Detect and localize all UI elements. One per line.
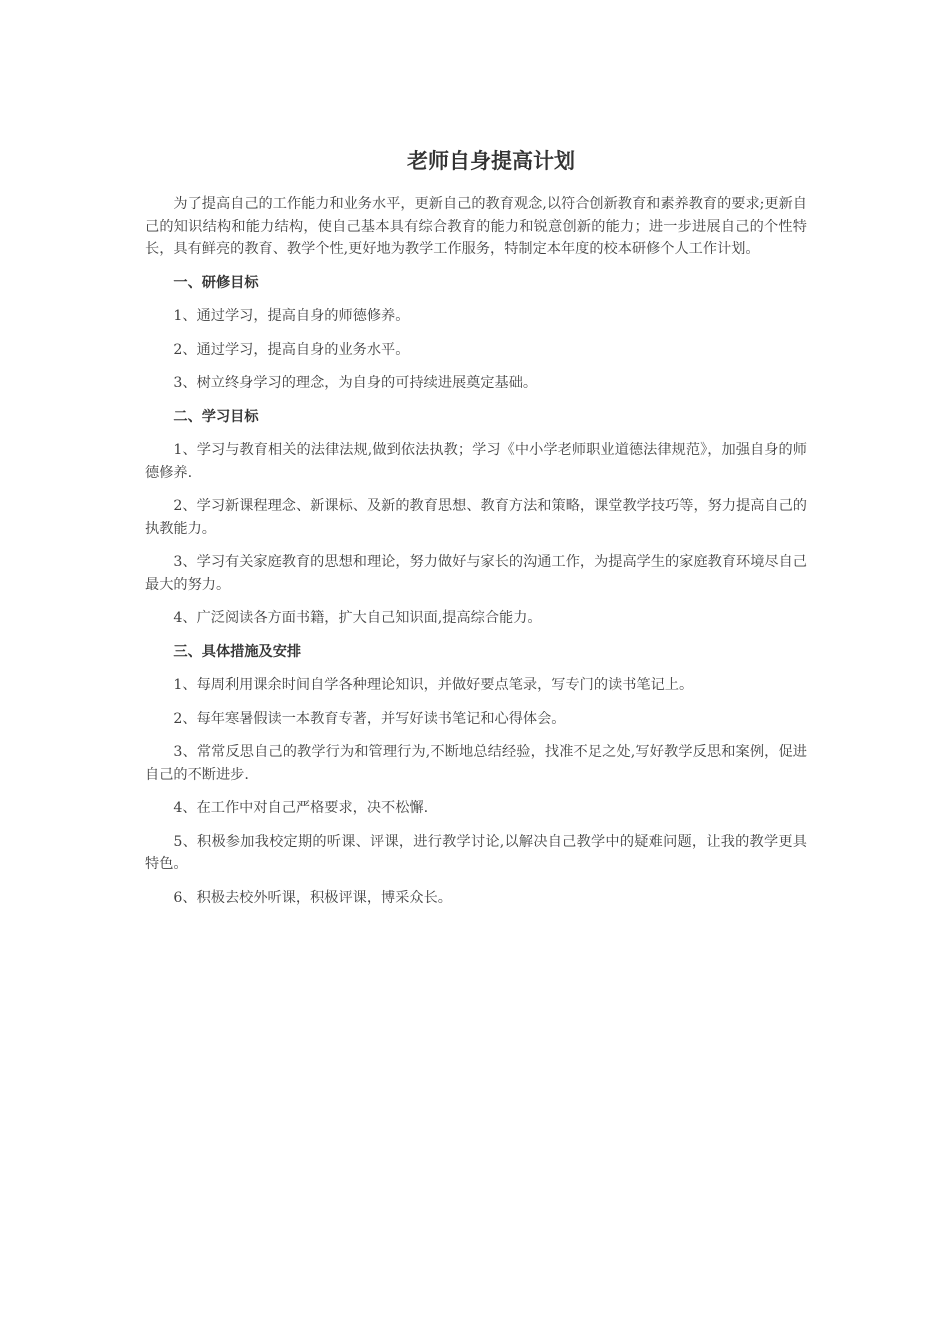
section-heading: 三、具体措施及安排 [173, 643, 302, 660]
section-heading: 一、研修目标 [173, 274, 259, 291]
list-item: 4、在工作中对自己严格要求，决不松懈. [173, 800, 429, 816]
list-item: 3、树立终身学习的理念，为自身的可持续进展奠定基础。 [173, 375, 538, 391]
document-title: 老师自身提高计划 [407, 149, 575, 173]
list-item: 2、通过学习，提高自身的业务水平。 [173, 341, 410, 358]
list-item: 3、常常反思自己的教学行为和管理行为,不断地总结经验，找准不足之处,写好教学反思和案例，促进自己的不断进步. [145, 744, 807, 783]
list-item: 6、积极去校外听课，积极评课，博采众长。 [173, 889, 452, 906]
section-measures [145, 641, 807, 910]
section-research-goals [145, 272, 807, 395]
document-body [145, 193, 807, 920]
list-item: 1、通过学习，提高自身的师德修养。 [173, 308, 410, 324]
list-item: 3、学习有关家庭教育的思想和理论，努力做好与家长的沟通工作，为提高学生的家庭教育环境尽自己最大的努力。 [145, 554, 807, 593]
list-item: 5、积极参加我校定期的听课、评课，进行教学讨论,以解决自己教学中的疑难问题，让我的教学更具特色。 [145, 833, 807, 872]
section-heading: 二、学习目标 [173, 408, 259, 425]
list-item: 4、广泛阅读各方面书籍，扩大自己知识面,提高综合能力。 [173, 610, 542, 626]
list-item: 1、学习与教育相关的法律法规,做到依法执教；学习《中小学老师职业道德法律规范》，加强自身的师德修养. [145, 442, 807, 481]
list-item: 2、学习新课程理念、新课标、及新的教育思想、教育方法和策略，课堂教学技巧等，努力提高自己的执教能力。 [145, 498, 807, 537]
list-item: 1、每周利用课余时间自学各种理论知识，并做好要点笔录，写专门的读书笔记上。 [173, 677, 694, 693]
intro-paragraph: 为了提高自己的工作能力和业务水平，更新自己的教育观念,以符合创新教育和素养教育的要求;更新自己的知识结构和能力结构，使自己基本具有综合教育的能力和锐意创新的能力；进一步进展自己的个性特长，具有鲜亮的教育、教学个性,更好地为教学工作服务，特制定本年度的校本研修个人工作计划。 [145, 196, 807, 257]
list-item: 2、每年寒暑假读一本教育专著，并写好读书笔记和心得体会。 [173, 710, 566, 727]
section-learning-goals [145, 406, 807, 630]
